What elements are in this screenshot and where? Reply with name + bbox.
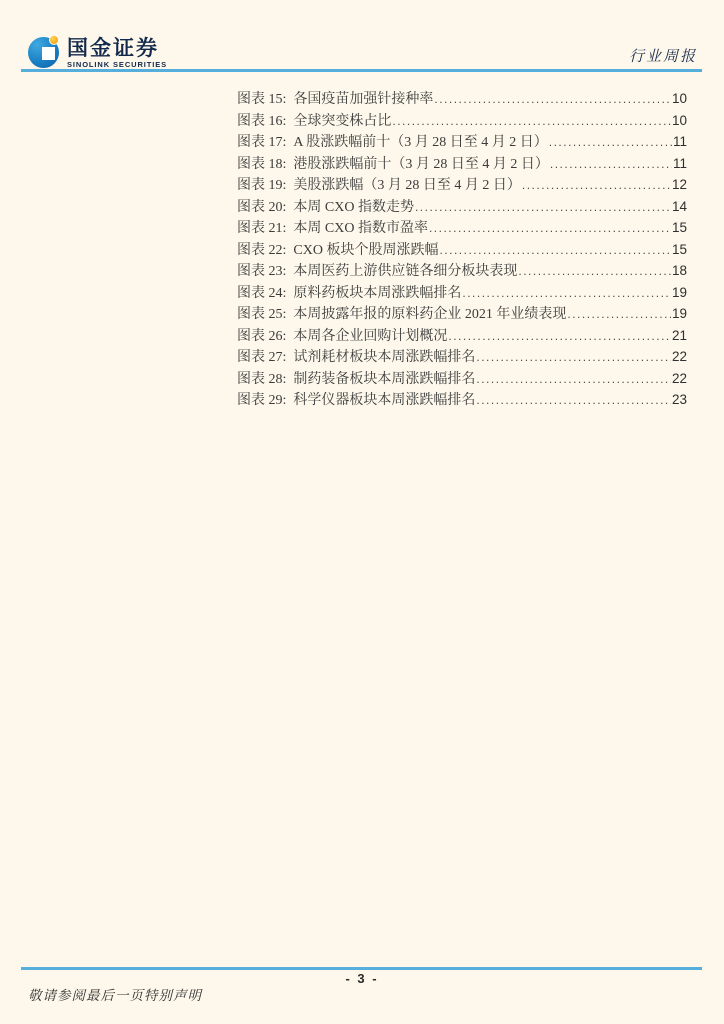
dot-leader: [567, 307, 671, 323]
logo-orange-dot-shape: [49, 35, 59, 45]
figure-page-number: 22: [671, 370, 687, 386]
figure-page-number: 22: [671, 349, 687, 364]
brand-text: [67, 35, 167, 69]
header-divider: [21, 69, 702, 72]
figure-ref: 图表 26:: [237, 328, 287, 344]
figure-list-item[interactable]: [237, 217, 687, 239]
figure-title: 原料药板块本周涨跌幅排名: [293, 285, 462, 301]
figure-list-item[interactable]: [237, 153, 687, 175]
figure-list-item[interactable]: [237, 88, 687, 110]
dot-leader: [522, 178, 671, 194]
figure-list-item[interactable]: [237, 325, 687, 347]
figure-page-number: 14: [671, 198, 687, 214]
figure-list-item[interactable]: [237, 282, 687, 304]
figure-title: 美股涨跌幅（3 月 28 日至 4 月 2 日）: [293, 178, 521, 193]
figure-ref: 图表 17:: [237, 135, 287, 150]
dot-leader: [439, 243, 671, 259]
figure-page-number: 21: [671, 327, 687, 343]
page-number: - 3 -: [345, 971, 379, 986]
dot-leader: [434, 92, 671, 108]
figure-list-item[interactable]: [237, 389, 687, 411]
dot-leader: [550, 157, 672, 173]
figure-ref: 图表 16:: [237, 113, 287, 129]
figure-list-item[interactable]: [237, 131, 687, 153]
figure-page-number: 11: [672, 155, 687, 171]
figure-list-item[interactable]: [237, 260, 687, 282]
brand-name-cn: 国金证券: [67, 37, 159, 60]
brand-name-en: SINOLINK SECURITIES: [67, 60, 168, 69]
figure-title: 本周 CXO 指数走势: [293, 199, 414, 215]
dot-leader: [448, 329, 671, 345]
figure-list-item[interactable]: [237, 196, 687, 218]
figure-title: 本周披露年报的原料药企业 2021 年业绩表现: [293, 307, 567, 322]
logo-square-shape: [42, 47, 55, 60]
page-header: [0, 0, 724, 80]
figure-list-item[interactable]: [237, 110, 687, 132]
brand-logo: [28, 35, 167, 69]
footer-disclaimer: 敬请参阅最后一页特别声明: [28, 988, 202, 1003]
figure-title: 制药装备板块本周涨跌幅排名: [293, 371, 476, 387]
figure-title: A 股涨跌幅前十（3 月 28 日至 4 月 2 日）: [293, 135, 548, 150]
figure-ref: 图表 18:: [237, 156, 287, 172]
figure-ref: 图表 27:: [237, 350, 287, 365]
figure-page-number: 11: [672, 134, 687, 149]
figure-title: 各国疫苗加强针接种率: [293, 92, 434, 107]
sinolink-logo-icon: [28, 35, 61, 68]
figure-title: 本周医药上游供应链各细分板块表现: [293, 264, 518, 279]
figure-ref: 图表 29:: [237, 393, 287, 408]
dot-leader: [549, 135, 672, 151]
figure-list-item[interactable]: [237, 368, 687, 390]
dot-leader: [415, 200, 671, 216]
dot-leader: [476, 372, 671, 388]
figure-page-number: 10: [671, 91, 687, 106]
figure-ref: 图表 23:: [237, 264, 287, 279]
figure-page-number: 15: [671, 220, 687, 235]
figure-list-item[interactable]: [237, 303, 687, 325]
dot-leader: [476, 350, 671, 366]
figure-page-number: 19: [671, 306, 687, 321]
dot-leader: [462, 286, 671, 302]
dot-leader: [429, 221, 671, 237]
figure-title: 本周各企业回购计划概况: [293, 328, 448, 344]
figure-ref: 图表 15:: [237, 92, 287, 107]
footer-divider: [21, 967, 702, 970]
figure-list-item[interactable]: [237, 346, 687, 368]
figure-list: [237, 88, 687, 411]
figure-title: 港股涨跌幅前十（3 月 28 日至 4 月 2 日）: [293, 156, 549, 172]
figure-title: 全球突变株占比: [293, 113, 392, 129]
dot-leader: [476, 393, 671, 409]
dot-leader: [518, 264, 671, 280]
figure-ref: 图表 21:: [237, 221, 287, 236]
figure-page-number: 15: [671, 241, 687, 257]
figure-title: 科学仪器板块本周涨跌幅排名: [293, 393, 476, 408]
figure-page-number: 18: [671, 263, 687, 278]
report-type-label: 行业周报: [628, 49, 697, 65]
figure-page-number: 12: [671, 177, 687, 192]
figure-title: 本周 CXO 指数市盈率: [293, 221, 428, 236]
figure-page-number: 10: [671, 112, 687, 128]
figure-title: CXO 板块个股周涨跌幅: [293, 242, 439, 258]
figure-ref: 图表 24:: [237, 285, 287, 301]
figure-list-item[interactable]: [237, 174, 687, 196]
figure-ref: 图表 19:: [237, 178, 287, 193]
figure-title: 试剂耗材板块本周涨跌幅排名: [293, 350, 476, 365]
figure-ref: 图表 20:: [237, 199, 287, 215]
figure-ref: 图表 25:: [237, 307, 287, 322]
dot-leader: [392, 114, 671, 130]
figure-page-number: 23: [671, 392, 687, 407]
figure-ref: 图表 28:: [237, 371, 287, 387]
figure-ref: 图表 22:: [237, 242, 287, 258]
figure-page-number: 19: [671, 284, 687, 300]
figure-list-item[interactable]: [237, 239, 687, 261]
